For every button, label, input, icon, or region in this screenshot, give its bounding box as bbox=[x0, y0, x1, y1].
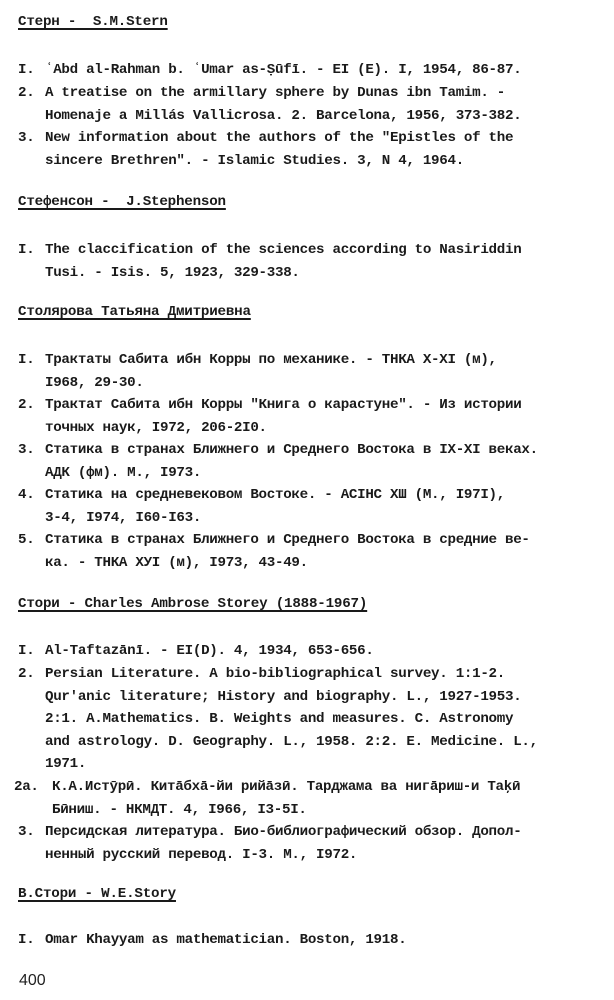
bib-entry bbox=[18, 127, 594, 172]
bib-entry bbox=[18, 349, 594, 394]
entry-text: sincere Brethren". - Islamic Studies. 3, N 4, 1964. bbox=[45, 152, 464, 169]
bib-entry bbox=[18, 439, 594, 484]
entry-text: The claccification of the sciences according to Nasiriddin bbox=[45, 242, 522, 258]
entry-text: Бӣниш. - НКМДТ. 4, I966, I3-5I. bbox=[52, 801, 307, 818]
page-number: 400 bbox=[19, 972, 46, 989]
bib-entry bbox=[18, 821, 594, 866]
entry-text: точных наук, I972, 206-2I0. bbox=[45, 419, 267, 436]
entry-text: Трактат Сабита ибн Корры "Книга о карастуне". - Из истории bbox=[45, 397, 522, 413]
bib-entry bbox=[18, 640, 594, 663]
entry-text: 1971. bbox=[45, 756, 87, 773]
entry-text: A treatise on the armillary sphere by Dunas ibn Tamim. - bbox=[45, 85, 505, 101]
bib-entry bbox=[18, 239, 594, 284]
entry-text: Homenaje a Millás Vallicrosa. 2. Barcelona, 1956, 373-382. bbox=[45, 107, 522, 124]
entry-text: 2:1. A.Mathematics. B. Weights and measures. C. Astronomy bbox=[45, 711, 514, 728]
entry-text: ка. - ТНКА ХУI (м), I973, 43-49. bbox=[45, 554, 308, 571]
entry-number: I. bbox=[18, 932, 35, 948]
entry-number: 4. bbox=[18, 487, 35, 503]
bib-entry bbox=[18, 929, 594, 952]
entry-text: Persian Literature. A bio-bibliographical survey. 1:1-2. bbox=[45, 666, 505, 682]
entry-text: Трактаты Сабита ибн Корры по механике. - ТНКА Х-XI (м), bbox=[45, 352, 497, 368]
entry-number: I. bbox=[18, 643, 35, 659]
entry-text: Статика в странах Ближнего и Среднего Востока в IX-XI веках. bbox=[45, 442, 538, 458]
bib-entry bbox=[18, 82, 594, 127]
entry-number: 2. bbox=[18, 666, 35, 682]
entry-text: Tusi. - Isis. 5, 1923, 329-338. bbox=[45, 264, 300, 281]
entry-number: 5. bbox=[18, 532, 35, 548]
entry-number: 2a. bbox=[14, 779, 39, 795]
section-heading-stolyarova: Столярова Татьяна Дмитриевна bbox=[18, 304, 251, 320]
bib-entry bbox=[18, 529, 594, 574]
entry-text: ʿAbd al-Rahman b. ʿUmar as-Ṣūfī. - EI (E). I, 1954, 86-87. bbox=[45, 62, 522, 78]
entry-text: Статика на средневековом Востоке. - АСIНС ХШ (М., I97I), bbox=[45, 487, 505, 503]
entry-text: New information about the authors of the "Epistles of the bbox=[45, 130, 514, 146]
section-heading-stern: Стерн - S.M.Stern bbox=[18, 14, 168, 30]
entry-text: 3-4, I974, I60-I63. bbox=[45, 509, 202, 526]
section-heading-storey: Стори - Charles Ambrose Storey (1888-1967) bbox=[18, 596, 368, 612]
entry-text: Al-Taftazānī. - EI(D). 4, 1934, 653-656. bbox=[45, 643, 374, 659]
entry-text: Qur'anic literature; History and biography. L., 1927-1953. bbox=[45, 688, 522, 705]
bib-entry bbox=[14, 776, 594, 821]
entry-text: I968, 29-30. bbox=[45, 374, 144, 391]
entry-text: Персидская литература. Био-библиографический обзор. Допол- bbox=[45, 824, 522, 840]
entry-number: 3. bbox=[18, 130, 35, 146]
entry-number: I. bbox=[18, 352, 35, 368]
entry-text: К.А.Истӯрӣ. Китāбхā-йи рийāзӣ. Тарджама ва нигāриш-и Таķӣ bbox=[52, 779, 521, 795]
entry-text: and astrology. D. Geography. L., 1958. 2:2. E. Medicine. L., bbox=[45, 733, 538, 750]
entry-text: АДК (фм). М., I973. bbox=[45, 464, 202, 481]
bib-entry bbox=[18, 59, 594, 82]
entry-number: 3. bbox=[18, 824, 35, 840]
entry-number: I. bbox=[18, 242, 35, 258]
entry-number: 2. bbox=[18, 397, 35, 413]
entry-number: 3. bbox=[18, 442, 35, 458]
bib-entry bbox=[18, 663, 594, 776]
section-heading-story: В.Стори - W.E.Story bbox=[18, 886, 176, 902]
entry-text: ненный русский перевод. I-3. М., I972. bbox=[45, 846, 358, 863]
entry-text: Omar Khayyam as mathematician. Boston, 1918. bbox=[45, 932, 407, 948]
entry-text: Статика в странах Ближнего и Среднего Востока в средние ве- bbox=[45, 532, 530, 548]
entry-number: I. bbox=[18, 62, 35, 78]
bib-entry bbox=[18, 484, 594, 529]
entry-number: 2. bbox=[18, 85, 35, 101]
section-heading-stephenson: Стефенсон - J.Stephenson bbox=[18, 194, 226, 210]
bib-entry bbox=[18, 394, 594, 439]
